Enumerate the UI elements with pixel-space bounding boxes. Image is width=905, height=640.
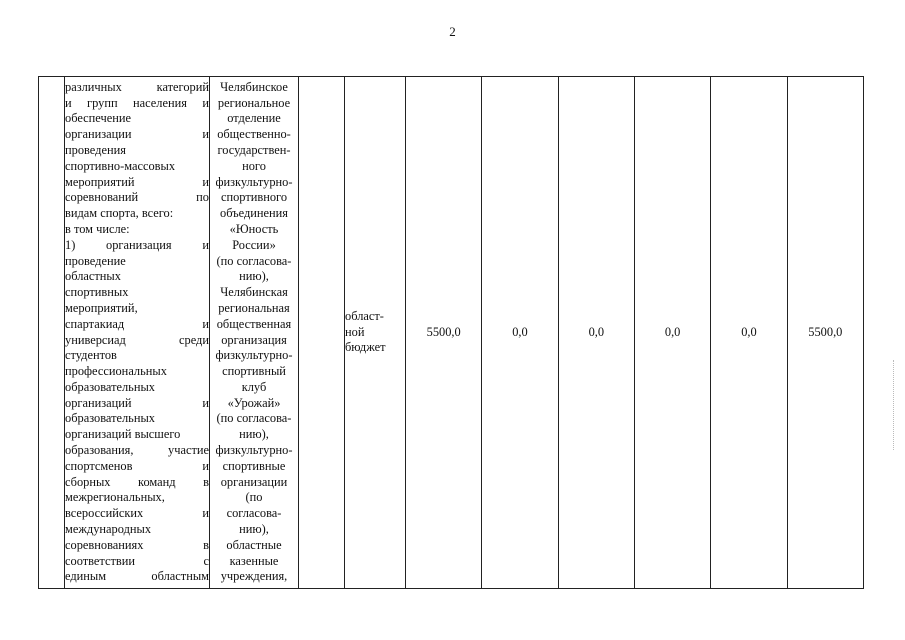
description-line: проведение <box>65 253 126 268</box>
description-line: образовательных <box>65 411 155 426</box>
executor-line: общественная <box>216 316 292 331</box>
empty-cell <box>299 77 345 589</box>
executor-line: Челябинское <box>220 79 288 94</box>
description-line: соответствии с <box>65 553 209 568</box>
description-line: студентов <box>65 348 117 363</box>
executor-line: ного <box>242 158 266 173</box>
description-line: и групп населения и <box>65 95 209 110</box>
description-line: организаций и <box>65 395 209 410</box>
row-number-cell <box>39 77 65 589</box>
scan-edge-marks <box>893 360 900 450</box>
description-line: межрегиональных, <box>65 490 165 505</box>
executor-line: нию), <box>239 269 269 284</box>
executor-cell <box>210 77 299 589</box>
description-line: организации и <box>65 127 209 142</box>
executor-line: «Урожай» <box>227 395 281 410</box>
value-cell-year-1 <box>482 77 558 589</box>
description-line: международных <box>65 522 152 537</box>
description-line: организаций высшего <box>65 427 181 442</box>
executor-line: отделение <box>227 111 281 126</box>
executor-line: региональная <box>218 300 290 315</box>
executor-line: физкультурно- <box>215 174 293 189</box>
executor-line: физкультурно- <box>215 348 293 363</box>
description-line: мероприятий и <box>65 174 209 189</box>
executor-line: общественно- <box>217 127 291 142</box>
executor-line: клуб <box>241 379 267 394</box>
activity-description-cell <box>65 77 210 589</box>
value-cell-sum <box>787 77 863 589</box>
value-total: 5500,0 <box>426 324 461 339</box>
description-line: профессиональных <box>65 364 167 379</box>
executor-line: организации <box>220 474 288 489</box>
funding-source-line: бюджет <box>345 340 386 355</box>
value-cell-year-4 <box>711 77 787 589</box>
description-line: спортивно-массовых <box>65 158 176 173</box>
description-line: соревнований по <box>65 190 209 205</box>
executor-line: (по согласова- <box>216 411 292 426</box>
description-line: различных категорий <box>65 79 209 94</box>
executor-line: нию), <box>239 427 269 442</box>
executor-line: нию), <box>239 522 269 537</box>
executor-line: «Юность <box>229 221 279 236</box>
description-line: единым областным <box>65 569 209 584</box>
executor-line: областные <box>226 537 282 552</box>
value-year-3: 0,0 <box>664 324 681 339</box>
funding-source-line: област- <box>345 308 384 323</box>
program-table <box>38 76 864 589</box>
executor-line: физкультурно- <box>215 443 293 458</box>
description-line: соревнованиях в <box>65 537 209 552</box>
value-sum: 5500,0 <box>808 324 843 339</box>
description-line: видам спорта, всего: <box>65 206 174 221</box>
value-year-2: 0,0 <box>588 324 605 339</box>
description-line: 1) организация и <box>65 237 209 252</box>
value-cell-year-3 <box>634 77 710 589</box>
executor-line: России» <box>232 237 276 252</box>
funding-source-cell <box>345 77 406 589</box>
value-year-4: 0,0 <box>741 324 757 339</box>
value-cell-total <box>406 77 482 589</box>
description-line: проведения <box>65 142 126 157</box>
description-line: спортсменов и <box>65 458 209 473</box>
executor-line: спортивные <box>222 458 286 473</box>
description-line: в том числе: <box>65 221 130 236</box>
description-line: спартакиад и <box>65 316 209 331</box>
description-line: сборных команд в <box>65 474 209 489</box>
description-line: обеспечение <box>65 111 131 126</box>
executor-line: спортивного <box>220 190 288 205</box>
funding-source-line: ной <box>345 324 365 339</box>
executor-line: (по согласова- <box>216 253 292 268</box>
description-line: спортивных <box>65 285 129 300</box>
description-line: мероприятий, <box>65 300 138 315</box>
executor-line: организация <box>221 332 287 347</box>
description-line: областных <box>65 269 121 284</box>
executor-line: спортивный <box>222 364 286 379</box>
executor-line: государствен- <box>217 142 291 157</box>
description-line: универсиад среди <box>65 332 209 347</box>
value-year-1: 0,0 <box>512 324 528 339</box>
description-line: образования, участие <box>65 443 209 458</box>
table-row <box>39 77 864 589</box>
description-line: всероссийских и <box>65 506 209 521</box>
page-number: 2 <box>449 24 456 39</box>
executor-line: согласова- <box>226 506 282 521</box>
executor-line: учреждения, <box>220 569 288 584</box>
description-line: образовательных <box>65 379 155 394</box>
executor-line: Челябинская <box>220 285 288 300</box>
executor-line: (по <box>245 490 263 505</box>
executor-line: региональное <box>217 95 291 110</box>
executor-line: казенные <box>229 553 279 568</box>
value-cell-year-2 <box>558 77 634 589</box>
executor-line: объединения <box>220 206 288 221</box>
